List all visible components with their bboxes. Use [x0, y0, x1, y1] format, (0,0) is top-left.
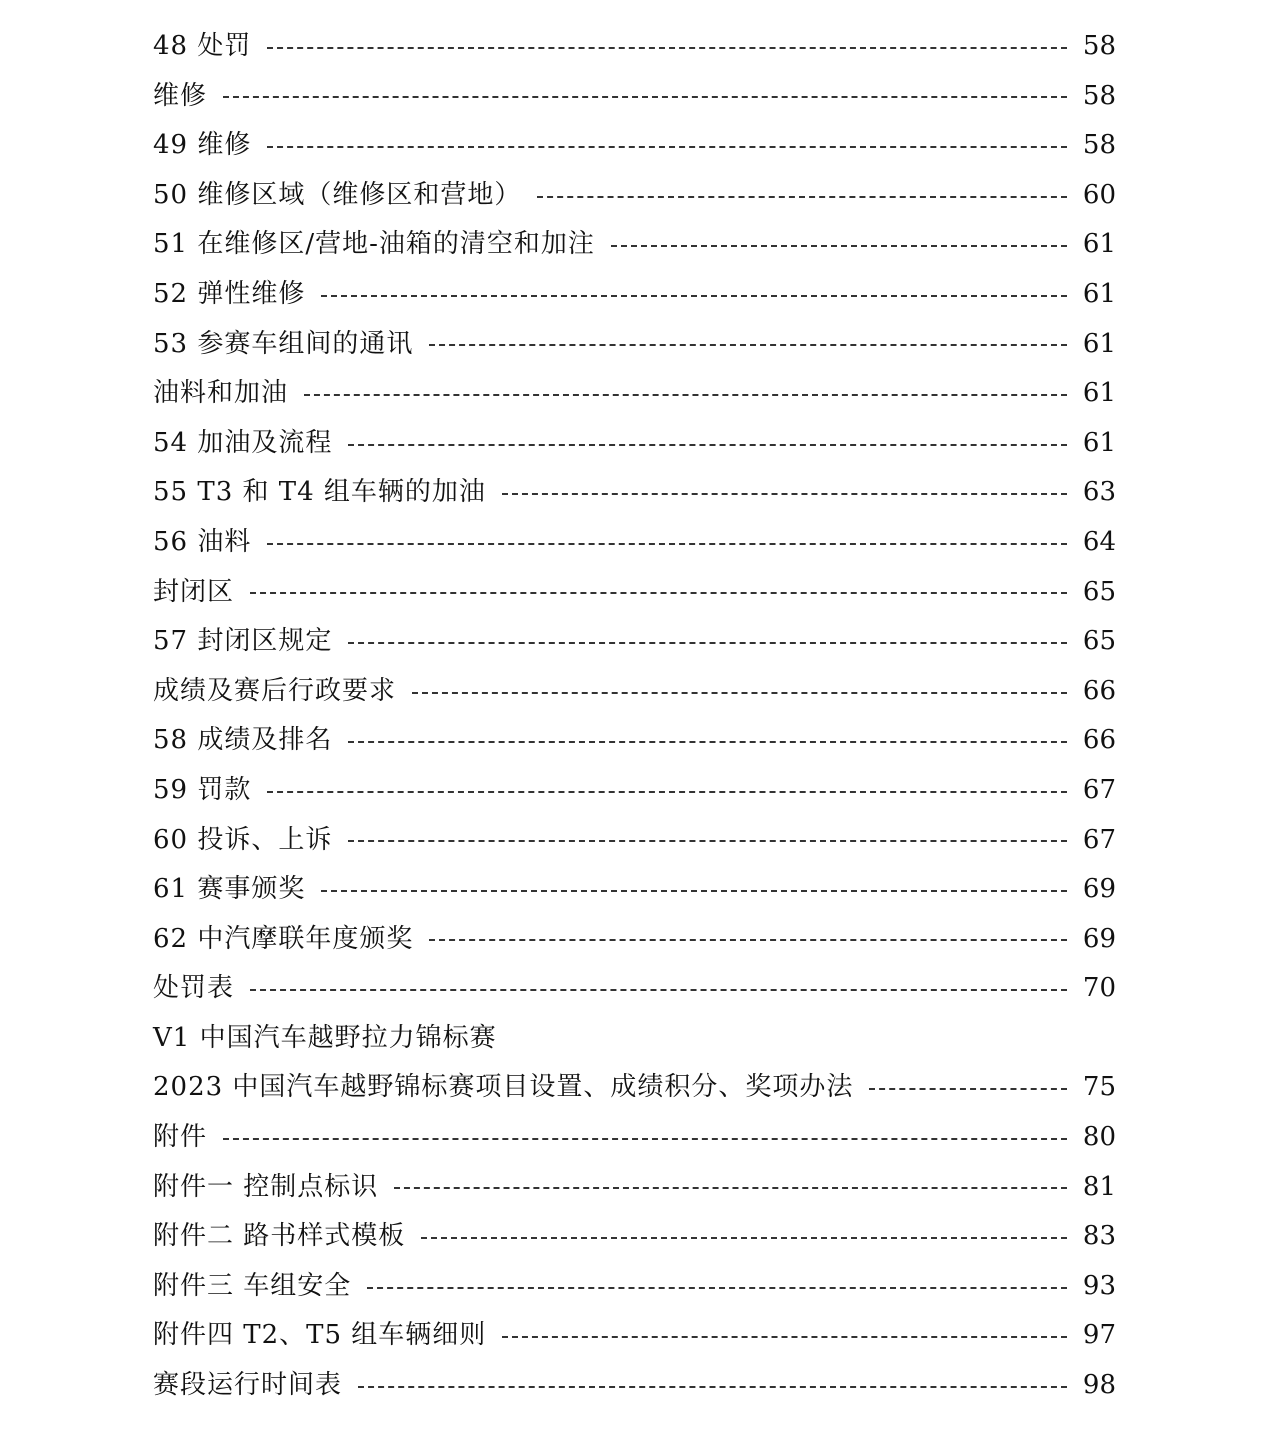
- toc-entry-page-number: 93: [1082, 1270, 1116, 1301]
- toc-entry-page-number: 97: [1082, 1320, 1116, 1351]
- dot-leader: [267, 543, 1067, 545]
- toc-entry-page-number: 67: [1082, 824, 1116, 855]
- toc-entry-page-number: 61: [1082, 229, 1116, 260]
- toc-entry-title: 51 在维修区/营地-油箱的清空和加注: [153, 229, 595, 260]
- dot-leader: [502, 493, 1067, 495]
- toc-entry-title: 附件四 T2、T5 组车辆细则: [153, 1320, 487, 1351]
- toc-entry-page-number: 80: [1082, 1122, 1116, 1153]
- toc-entry-page-number: 66: [1082, 725, 1116, 756]
- toc-entry[interactable]: [153, 419, 1116, 469]
- toc-entry[interactable]: [153, 617, 1116, 667]
- toc-entry-page-number: 61: [1082, 328, 1116, 359]
- dot-leader: [321, 295, 1067, 297]
- toc-entry-page-number: 67: [1082, 774, 1116, 805]
- toc-entry-page-number: 61: [1082, 427, 1116, 458]
- dot-leader: [223, 96, 1067, 98]
- dot-leader: [304, 394, 1067, 396]
- dot-leader: [348, 741, 1067, 743]
- toc-entry-title: 53 参赛车组间的通讯: [153, 328, 414, 359]
- toc-entry-page-number: 63: [1082, 477, 1116, 508]
- toc-entry-title: 62 中汽摩联年度颁奖: [153, 923, 414, 954]
- dot-leader: [502, 1336, 1067, 1338]
- toc-entry-title: 57 封闭区规定: [153, 626, 333, 657]
- toc-entry-title: 61 赛事颁奖: [153, 874, 306, 905]
- dot-leader: [250, 592, 1067, 594]
- toc-entry[interactable]: [153, 72, 1116, 122]
- toc-entry-title: 55 T3 和 T4 组车辆的加油: [153, 477, 486, 508]
- toc-entry[interactable]: [153, 1063, 1116, 1113]
- toc-entry-title: 49 维修: [153, 130, 252, 161]
- toc-entry-title: 附件: [153, 1122, 208, 1153]
- toc-entry-title: 60 投诉、上诉: [153, 824, 333, 855]
- toc-entry[interactable]: [153, 716, 1116, 766]
- dot-leader: [611, 245, 1067, 247]
- dot-leader: [429, 939, 1067, 941]
- dot-leader: [358, 1386, 1067, 1388]
- dot-leader: [537, 196, 1067, 198]
- toc-entry-page-number: 65: [1082, 626, 1116, 657]
- toc-entry[interactable]: [153, 1212, 1116, 1262]
- dot-leader: [367, 1287, 1067, 1289]
- toc-entry-page-number: 58: [1082, 31, 1116, 61]
- table-of-contents: [153, 22, 1116, 1411]
- toc-entry-page-number: 66: [1082, 675, 1116, 706]
- toc-entry-title: 处罚表: [153, 973, 235, 1004]
- toc-entry-page-number: 70: [1082, 973, 1116, 1004]
- toc-entry[interactable]: [153, 964, 1116, 1014]
- toc-entry-title: 附件一 控制点标识: [153, 1171, 379, 1202]
- toc-entry-title: 54 加油及流程: [153, 427, 333, 458]
- toc-entry-title: 附件二 路书样式模板: [153, 1221, 406, 1252]
- toc-entry[interactable]: [153, 667, 1116, 717]
- dot-leader: [394, 1187, 1067, 1189]
- toc-entry[interactable]: [153, 1262, 1116, 1312]
- dot-leader: [348, 642, 1067, 644]
- toc-entry-title: 成绩及赛后行政要求: [153, 675, 397, 706]
- toc-entry-title: 48 处罚: [153, 31, 252, 61]
- dot-leader: [348, 840, 1067, 842]
- toc-entry-title: 附件三 车组安全: [153, 1270, 352, 1301]
- toc-entry-page-number: 75: [1082, 1072, 1116, 1103]
- toc-entry-page-number: 58: [1082, 130, 1116, 161]
- toc-entry-title: 赛段运行时间表: [153, 1370, 343, 1401]
- toc-entry-page-number: 61: [1082, 278, 1116, 309]
- dot-leader: [348, 444, 1067, 446]
- dot-leader: [250, 989, 1067, 991]
- toc-entry[interactable]: [153, 1311, 1116, 1361]
- toc-entry-page-number: 61: [1082, 378, 1116, 409]
- dot-leader: [267, 47, 1067, 49]
- dot-leader: [421, 1237, 1067, 1239]
- toc-entry[interactable]: [153, 369, 1116, 419]
- dot-leader: [869, 1088, 1066, 1090]
- toc-entry-page-number: 81: [1082, 1171, 1116, 1202]
- toc-entry[interactable]: [153, 220, 1116, 270]
- toc-entry-title: 52 弹性维修: [153, 278, 306, 309]
- toc-entry-title: 维修: [153, 80, 208, 111]
- toc-entry-page-number: 69: [1082, 923, 1116, 954]
- toc-entry[interactable]: [153, 518, 1116, 568]
- toc-entry-page-number: 64: [1082, 526, 1116, 557]
- toc-entry-title: 58 成绩及排名: [153, 725, 333, 756]
- toc-entry[interactable]: [153, 816, 1116, 866]
- toc-entry[interactable]: [153, 865, 1116, 915]
- toc-entry-page-number: 60: [1082, 179, 1116, 210]
- toc-entry-title: V1 中国汽车越野拉力锦标赛: [153, 1022, 497, 1053]
- toc-entry-page-number: 65: [1082, 576, 1116, 607]
- toc-entry-title: 59 罚款: [153, 774, 252, 805]
- toc-entry-page-number: 58: [1082, 80, 1116, 111]
- toc-entry[interactable]: [153, 766, 1116, 816]
- dot-leader: [223, 1138, 1067, 1140]
- dot-leader: [429, 344, 1067, 346]
- dot-leader: [321, 890, 1067, 892]
- toc-entry[interactable]: [153, 22, 1116, 72]
- toc-entry-page-number: 69: [1082, 874, 1116, 905]
- toc-entry[interactable]: [153, 270, 1116, 320]
- toc-entry[interactable]: [153, 121, 1116, 171]
- toc-entry[interactable]: [153, 1014, 1116, 1064]
- toc-entry-title: 56 油料: [153, 526, 252, 557]
- toc-entry[interactable]: [153, 1113, 1116, 1163]
- toc-entry-page-number: 98: [1082, 1370, 1116, 1401]
- toc-entry-title: 油料和加油: [153, 378, 289, 409]
- toc-entry[interactable]: [153, 1361, 1116, 1411]
- toc-entry[interactable]: [153, 320, 1116, 370]
- dot-leader: [267, 146, 1067, 148]
- toc-entry[interactable]: [153, 568, 1116, 618]
- toc-entry-title: 50 维修区域（维修区和营地）: [153, 179, 522, 210]
- toc-entry-page-number: 83: [1082, 1221, 1116, 1252]
- toc-entry-title: 2023 中国汽车越野锦标赛项目设置、成绩积分、奖项办法: [153, 1072, 854, 1103]
- toc-entry[interactable]: [153, 468, 1116, 518]
- toc-entry[interactable]: [153, 171, 1116, 221]
- toc-entry-title: 封闭区: [153, 576, 235, 607]
- toc-entry[interactable]: [153, 915, 1116, 965]
- toc-entry[interactable]: [153, 1163, 1116, 1213]
- dot-leader: [412, 692, 1067, 694]
- dot-leader: [267, 791, 1067, 793]
